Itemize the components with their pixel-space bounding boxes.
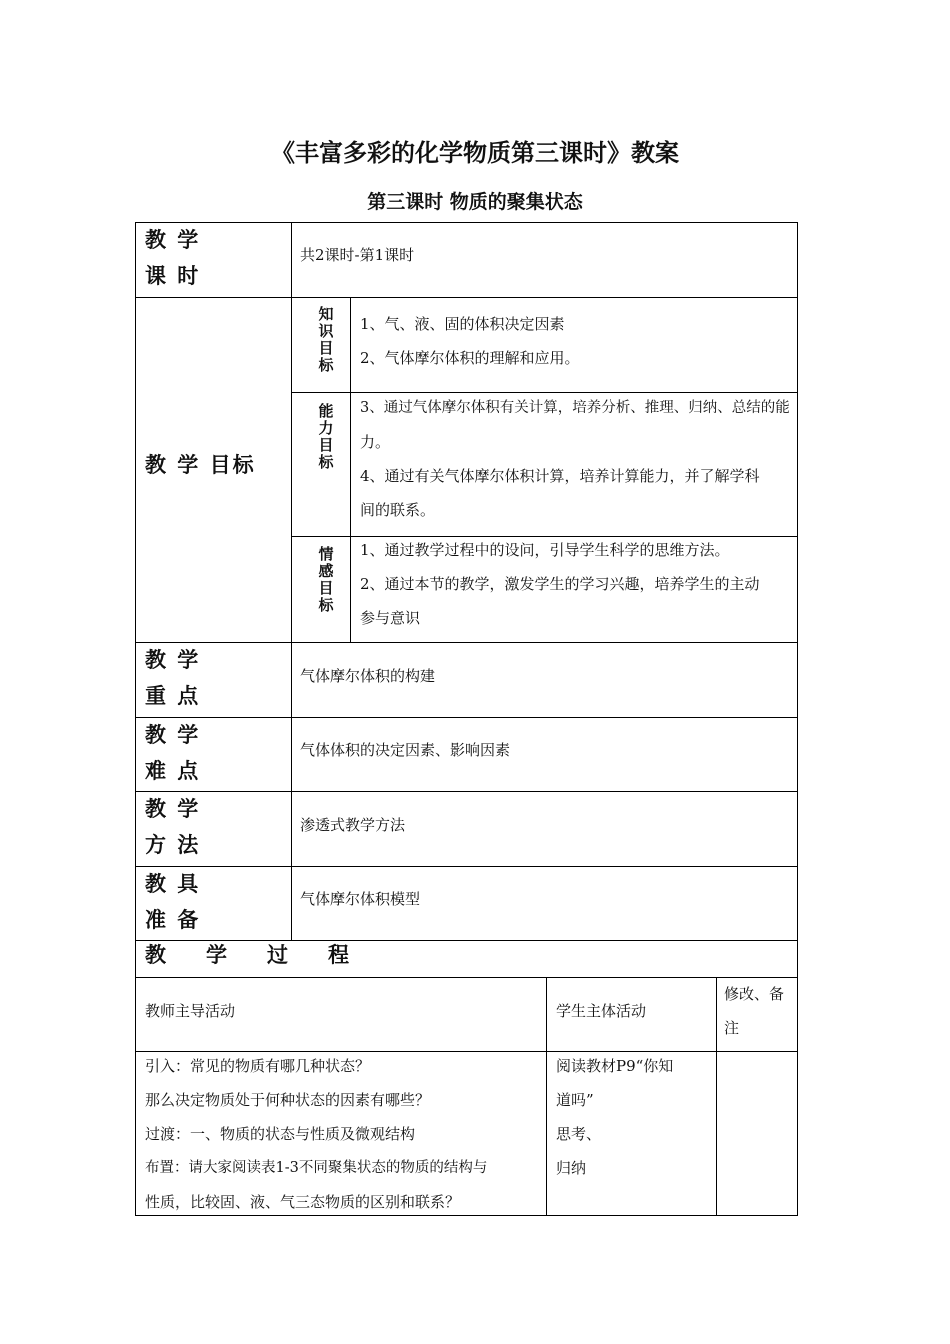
document-subtitle: 第三课时 物质的聚集状态	[367, 191, 583, 213]
header-student-activity: 学生主体活动	[556, 1002, 647, 1020]
row-label-class-hours: 教 学 课 时	[145, 228, 201, 288]
affective-goals: 1、通过教学过程中的设问，引导学生科学的思维方法。 2、通过本节的教学，激发学生的学习兴趣，培养学生的主动 参与意识	[360, 541, 760, 627]
header-notes: 修改、备 注	[724, 985, 785, 1037]
methods-value: 渗透式教学方法	[300, 816, 406, 834]
row-label-difficulties: 教 学 难 点	[145, 723, 201, 783]
difficulties-value: 气体体积的决定因素、影响因素	[300, 741, 511, 759]
student-activity-content: 阅读教材P9“你知 道吗” 思考、 归纳	[556, 1057, 674, 1177]
knowledge-goals: 1、气、液、固的体积决定因素 2、气体摩尔体积的理解和应用。	[360, 315, 580, 367]
document-title: 《丰富多彩的化学物质第三课时》教案	[271, 139, 679, 167]
teacher-activity-content: 引入：常见的物质有哪几种状态？ 那么决定物质处于何种状态的因素有哪些？ 过渡：一、物质的状态与性质及微观结构 布置：请大家阅读表1-3不同聚集状态的物质的结构与 性质，比较固、液、气三态物质的区别和联系？	[145, 1057, 488, 1211]
row-label-key-points: 教 学 重 点	[145, 648, 201, 708]
header-teacher-activity: 教师主导活动	[145, 1002, 236, 1020]
ability-goals: 3、通过气体摩尔体积有关计算，培养分析、推理、归纳、总结的能 力。 4、通过有关气体摩尔体积计算，培养计算能力，并了解学科 间的联系。	[360, 400, 790, 519]
teaching-process-heading: 教 学 过 程	[145, 943, 349, 967]
row-label-methods: 教 学 方 法	[145, 797, 201, 857]
class-hours-value: 共2课时-第1课时	[300, 246, 415, 264]
key-points-value: 气体摩尔体积的构建	[300, 667, 436, 685]
goal-label-ability: 能 力 目 标	[318, 402, 334, 471]
teaching-aids-value: 气体摩尔体积模型	[300, 890, 421, 908]
goal-label-affective: 情 感 目 标	[318, 545, 334, 614]
goal-label-knowledge: 知 识 目 标	[318, 305, 334, 374]
row-label-teaching-goals: 教 学 目标	[145, 453, 256, 477]
row-label-teaching-aids: 教 具 准 备	[145, 872, 201, 932]
